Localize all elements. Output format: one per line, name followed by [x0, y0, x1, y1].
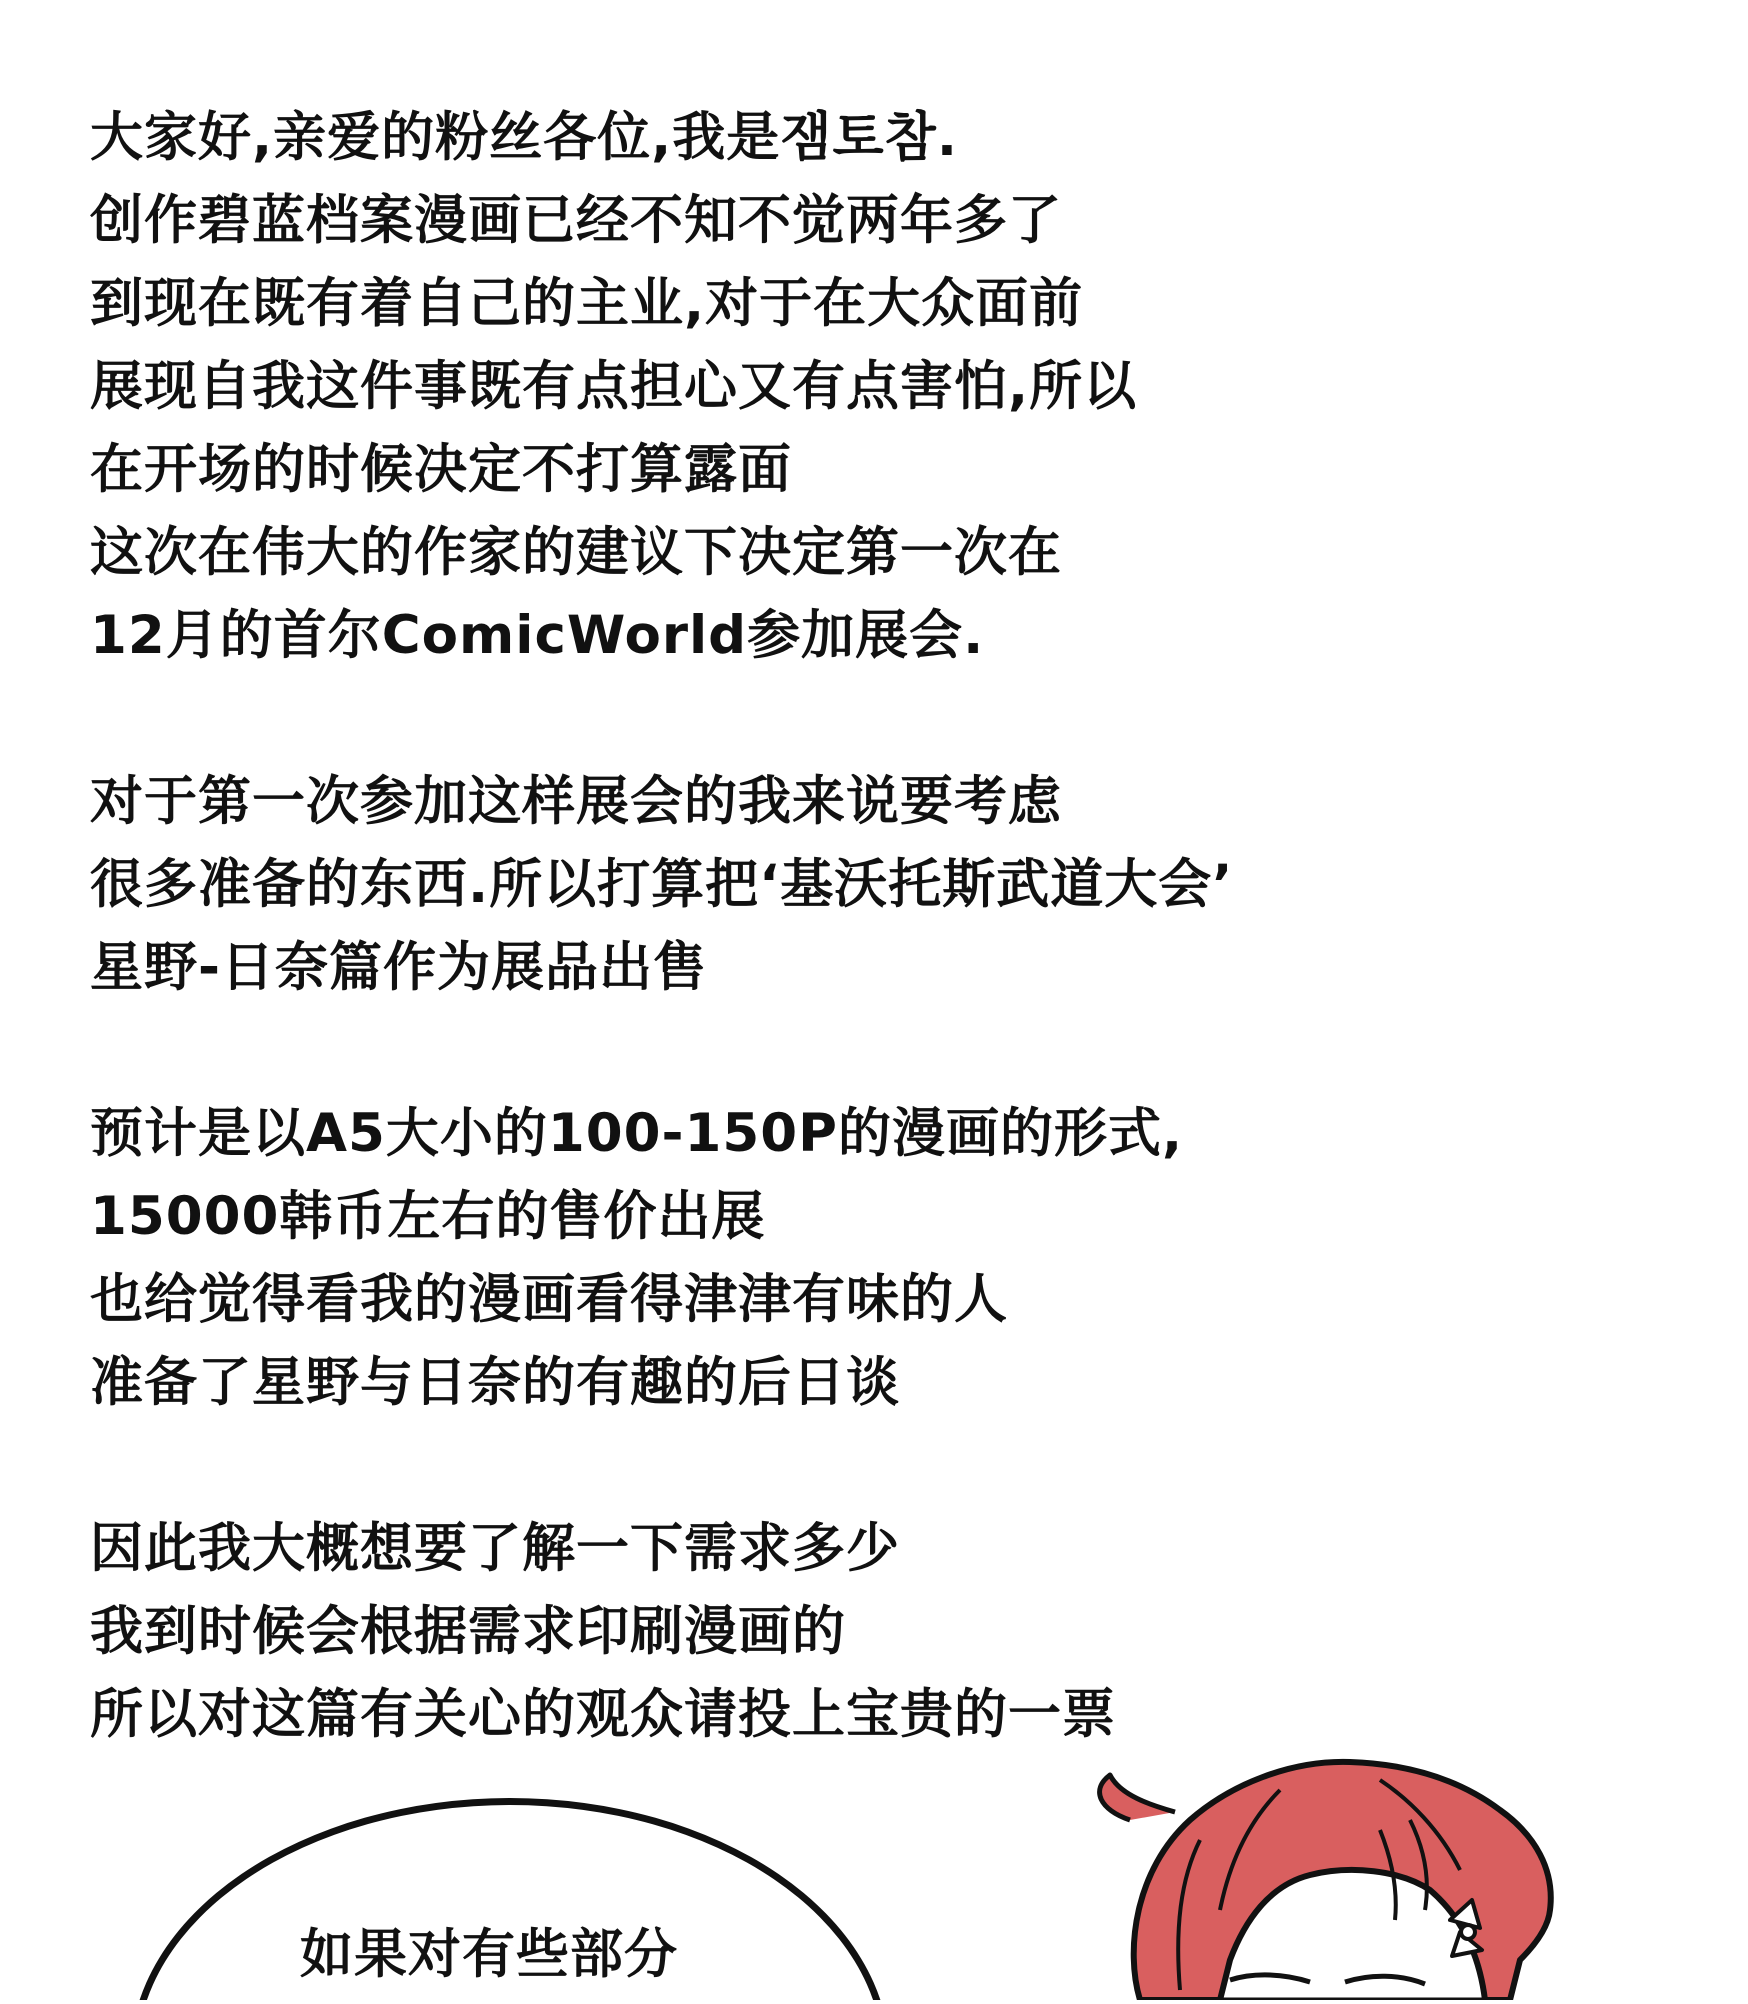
- letter-line: 到现在既有着自己的主业,对于在大众面前: [90, 273, 1084, 334]
- letter-line: 我到时候会根据需求印刷漫画的: [90, 1601, 846, 1662]
- letter-line: 这次在伟大的作家的建议下决定第一次在: [90, 522, 1062, 583]
- paragraph-gap: [90, 1009, 1590, 1092]
- letter-line: 很多准备的东西.所以打算把‘基沃托斯武道大会’: [90, 854, 1234, 915]
- character-drawing: [1080, 1750, 1748, 2000]
- speech-bubble-area: [0, 1780, 900, 2000]
- letter-line: 15000韩币左右的售价出展: [90, 1186, 766, 1247]
- character-illustration: [1080, 1750, 1748, 2000]
- letter-text: [90, 96, 1590, 1756]
- paragraph-gap: [90, 1424, 1590, 1507]
- letter-line: 也给觉得看我的漫画看得津津有味的人: [90, 1269, 1008, 1330]
- letter-line: 大家好,亲爱的粉丝各位,我是잼토참.: [90, 107, 958, 168]
- letter-line: 星野-日奈篇作为展品出售: [90, 937, 707, 998]
- letter-line: 12月的首尔ComicWorld参加展会.: [90, 605, 985, 666]
- letter-line: 预计是以A5大小的100-150P的漫画的形式,: [90, 1103, 1184, 1164]
- letter-line: 因此我大概想要了解一下需求多少: [90, 1518, 900, 1579]
- speech-bubble-text: 如果对有些部分: [300, 1924, 678, 1985]
- letter-line: 所以对这篇有关心的观众请投上宝贵的一票: [90, 1684, 1116, 1745]
- letter-line: 在开场的时候决定不打算露面: [90, 439, 792, 500]
- hair-ahoge: [1100, 1775, 1175, 1820]
- letter-line: 对于第一次参加这样展会的我来说要考虑: [90, 771, 1062, 832]
- letter-line: 展现自我这件事既有点担心又有点害怕,所以: [90, 356, 1138, 417]
- letter-line: 准备了星野与日奈的有趣的后日谈: [90, 1352, 900, 1413]
- paragraph-gap: [90, 677, 1590, 760]
- letter-line: 创作碧蓝档案漫画已经不知不觉两年多了: [90, 190, 1062, 251]
